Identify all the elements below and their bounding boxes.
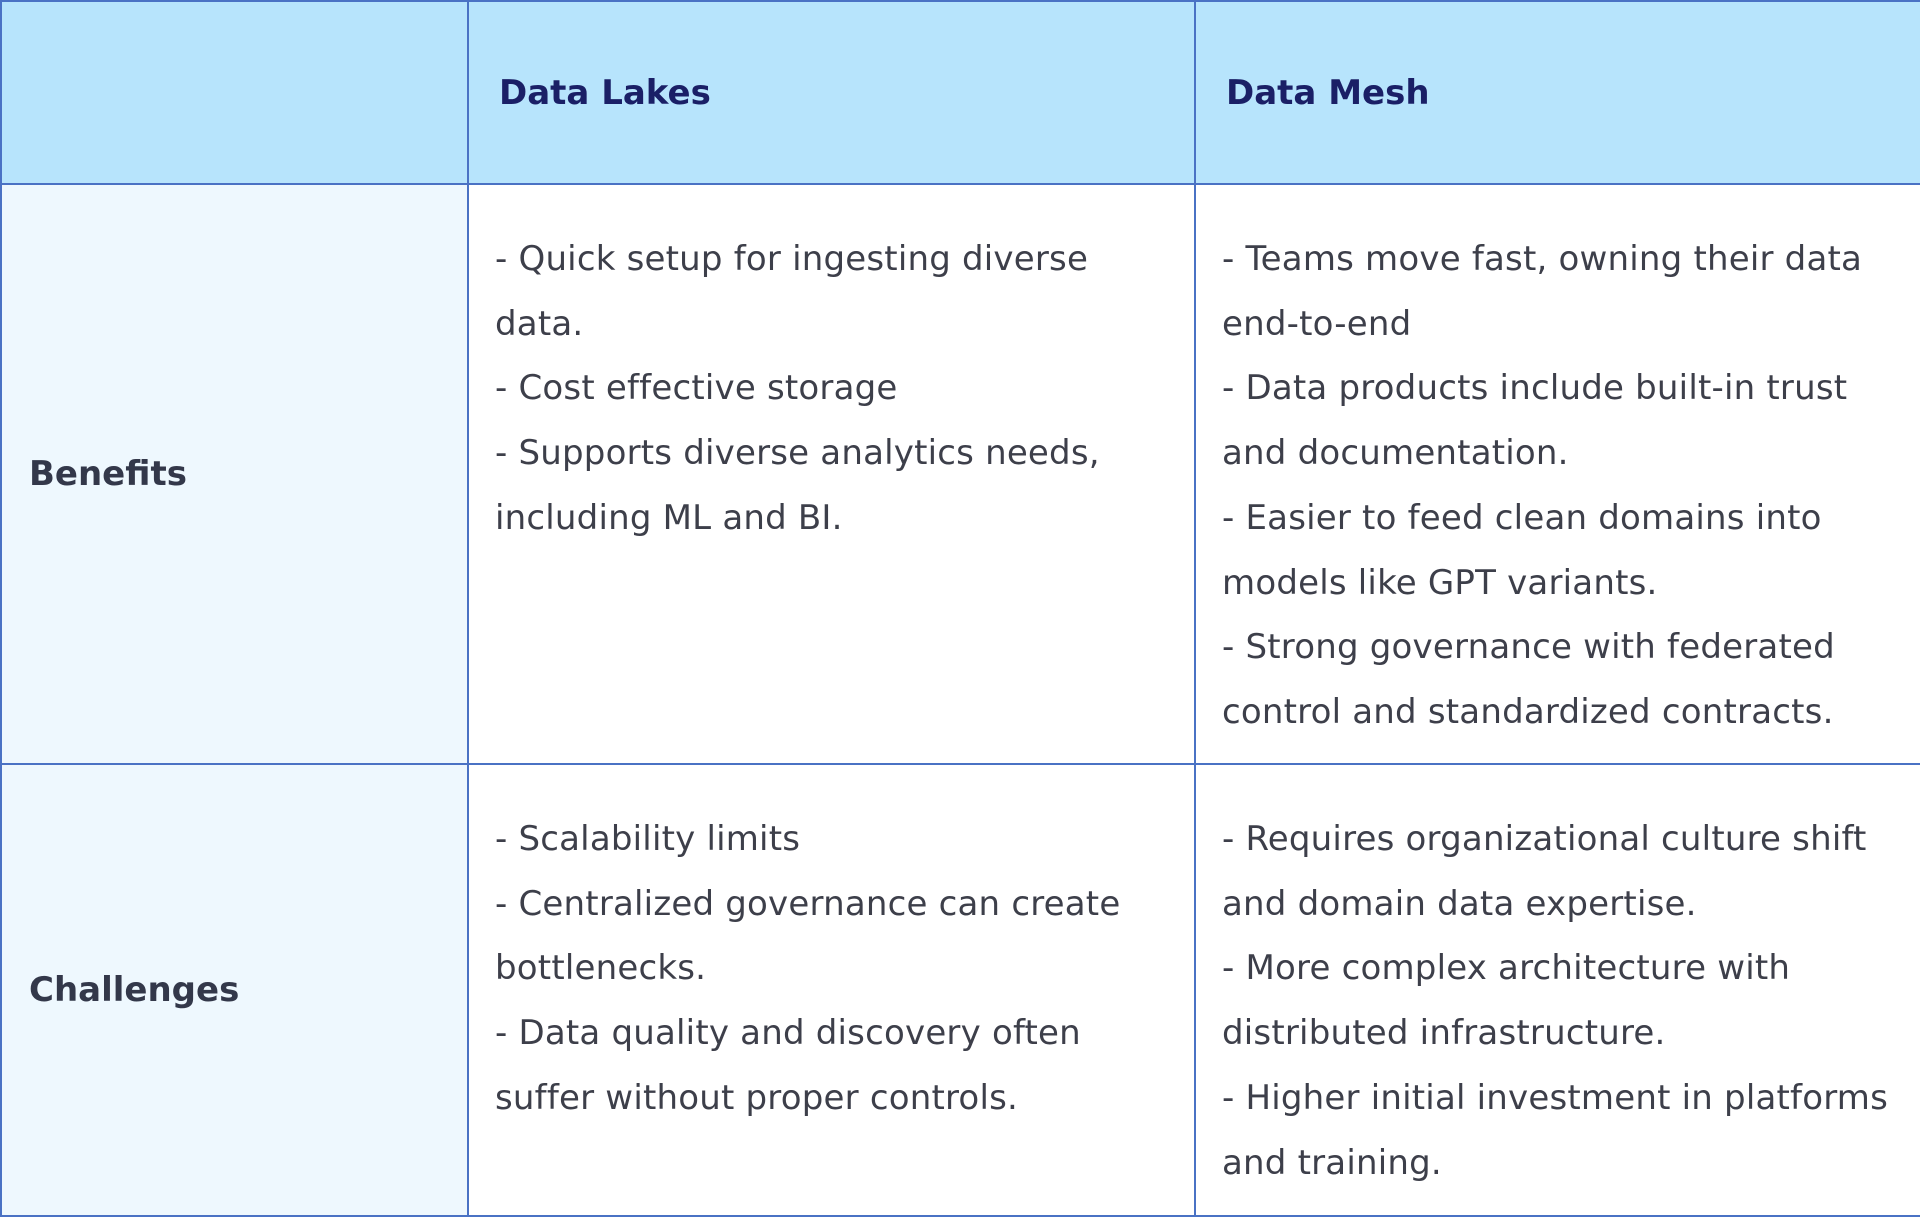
table-row-benefits — [1, 184, 1920, 764]
header-data-lakes: Data Lakes — [468, 1, 1195, 184]
cell-benefits-data-lakes — [468, 184, 1195, 764]
row-label-challenges: Challenges — [1, 764, 468, 1216]
list-item: - Requires organizational culture shift and domain data expertise. — [1222, 819, 1867, 924]
list-item: - Easier to feed clean domains into models like GPT variants. — [1222, 497, 1822, 603]
cell-challenges-data-lakes — [468, 764, 1195, 1216]
list-item: - Higher initial investment in platforms and training. — [1222, 1077, 1889, 1183]
cell-challenges-data-mesh — [1195, 764, 1920, 1216]
list-item: - Data quality and discovery often suffer without proper controls. — [495, 1013, 1081, 1118]
list-item: - Centralized governance can create bottlenecks. — [495, 883, 1121, 989]
list-item: - Teams move fast, owning their data end-to-end — [1222, 239, 1863, 344]
list-item: - Strong governance with federated control and standardized contracts. — [1222, 627, 1835, 732]
header-empty-cell — [1, 1, 468, 184]
list-item: - More complex architecture with distributed infrastructure. — [1222, 948, 1791, 1054]
header-row — [1, 1, 1920, 184]
list-item: - Supports diverse analytics needs, including ML and BI. — [495, 433, 1100, 538]
list-item: - Data products include built-in trust and documentation. — [1222, 368, 1848, 474]
list-item: - Scalability limits — [495, 819, 801, 859]
list-item: - Cost effective storage — [495, 368, 898, 409]
table-row-challenges — [1, 764, 1920, 1216]
list-item: - Quick setup for ingesting diverse data. — [495, 239, 1089, 344]
cell-benefits-data-mesh — [1195, 184, 1920, 764]
header-data-mesh: Data Mesh — [1195, 1, 1920, 184]
row-label-benefits: Benefits — [1, 184, 468, 764]
